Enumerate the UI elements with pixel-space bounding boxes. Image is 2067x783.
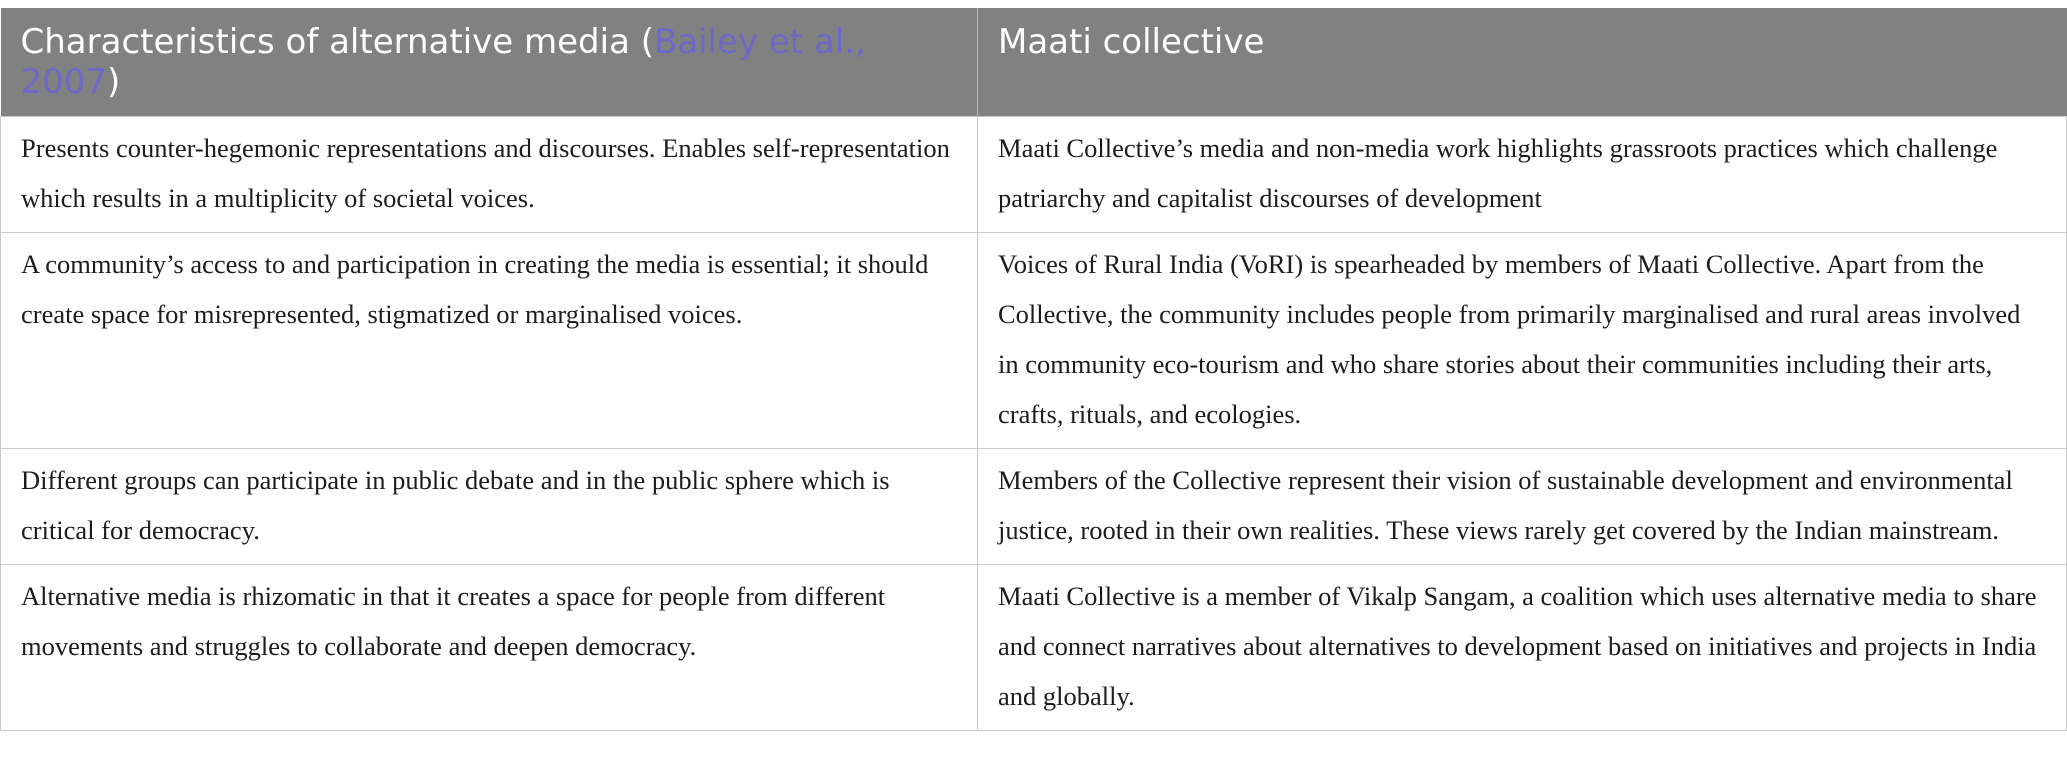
table-row (1, 233, 2067, 449)
comparison-table-wrapper (0, 8, 2066, 731)
header-characteristics (1, 8, 978, 117)
comparison-table (0, 8, 2067, 731)
maati-cell: Members of the Collective represent their vision of sustainable development and environmental justice, rooted in their own realities. These views rarely get covered by the Indian mainstream. (978, 449, 2067, 565)
characteristic-cell: Different groups can participate in public debate and in the public sphere which is critical for democracy. (1, 449, 978, 565)
header-row (1, 8, 2067, 117)
citation-link[interactable]: Bailey et al., 2007 (20, 22, 866, 102)
table-row (1, 565, 2067, 731)
maati-cell: Voices of Rural India (VoRI) is spearheaded by members of Maati Collective. Apart from the Collective, the community includes people from primarily marginalised and rural areas involved in community eco-tourism and who share stories about their communities including their arts, crafts, rituals, and ecologies. (978, 233, 2067, 449)
table-row (1, 449, 2067, 565)
maati-cell: Maati Collective is a member of Vikalp Sangam, a coalition which uses alternative media to share and connect narratives about alternatives to development based on initiatives and projects in India and globally. (978, 565, 2067, 731)
characteristic-cell: Alternative media is rhizomatic in that it creates a space for people from different movements and struggles to collaborate and deepen democracy. (1, 565, 978, 731)
maati-cell: Maati Collective’s media and non-media work highlights grassroots practices which challenge patriarchy and capitalist discourses of development (978, 117, 2067, 233)
characteristic-cell: A community’s access to and participation in creating the media is essential; it should create space for misrepresented, stigmatized or marginalised voices. (1, 233, 978, 449)
header-maati-collective: Maati collective (978, 8, 2067, 117)
characteristic-cell: Presents counter-hegemonic representations and discourses. Enables self-representation which results in a multiplicity of societal voices. (1, 117, 978, 233)
header-characteristics-text: Characteristics of alternative media ( (20, 22, 654, 62)
table-row (1, 117, 2067, 233)
header-characteristics-close: ) (107, 62, 121, 102)
